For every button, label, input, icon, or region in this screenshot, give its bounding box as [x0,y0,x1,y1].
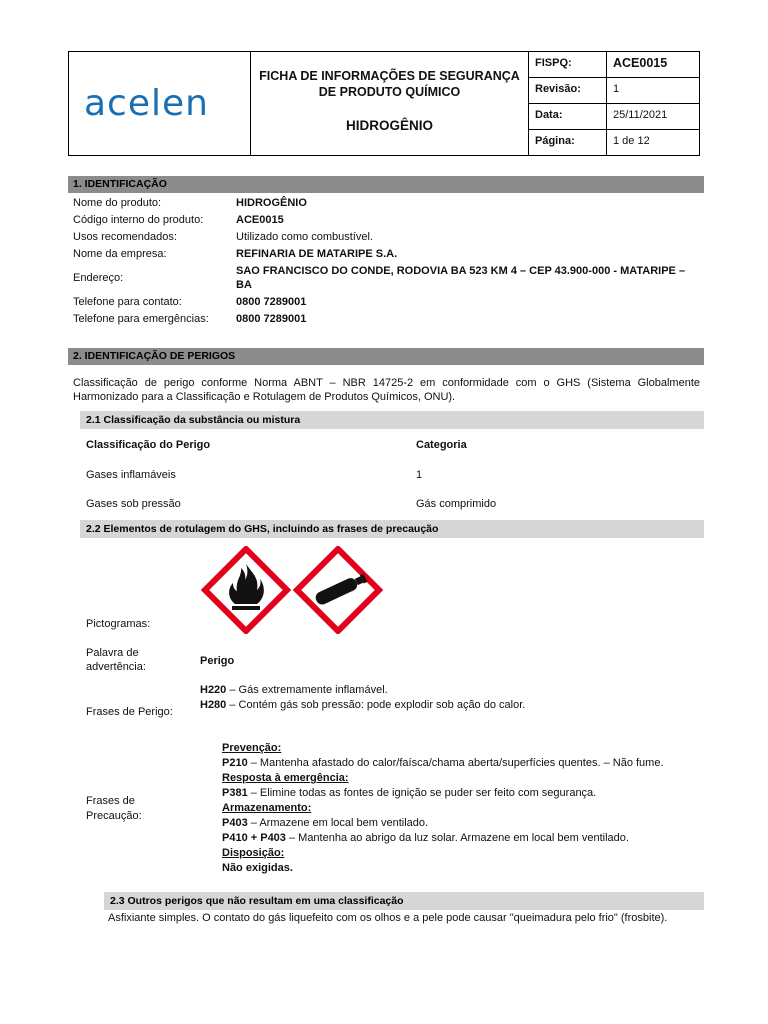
table-row [86,498,686,510]
row-key: Endereço: [73,272,124,284]
table-row [73,230,703,244]
meta-key: Revisão: [529,78,607,103]
precaution-phrases-label [86,794,142,824]
table-row [73,264,703,292]
ghs-pictograms [201,546,385,634]
row-key: Telefone para emergências: [73,313,209,325]
signal-label-line-1: Palavra de [86,647,139,659]
meta-row [529,104,699,130]
meta-value: 1 de 12 [613,135,650,147]
document-header [68,51,700,156]
company-logo [69,52,251,155]
subsection-2-2-header: 2.2 Elementos de rotulagem do GHS, incluindo as frases de precaução [80,520,704,538]
precaution-label-line-2: Precaução: [86,810,142,822]
subsection-2-3-text: Asfixiante simples. O contato do gás liquefeito com os olhos e a pele pode causar "queimadura pelo frio" (frosbite). [108,912,668,924]
acelen-logo-icon [84,87,236,121]
column-header: Classificação do Perigo [86,439,211,451]
precaution-label-line-1: Frases de [86,795,135,807]
section-2-header: 2. IDENTIFICAÇÃO DE PERIGOS [68,348,704,365]
document-title [251,52,529,155]
phrase-code: P381 [222,787,248,799]
column-header: Categoria [416,439,467,451]
row-key: Telefone para contato: [73,296,182,308]
row-value: SAO FRANCISCO DO CONDE, RODOVIA BA 523 KM 4 – CEP 43.900-000 - MATARIPE – BA [236,265,686,291]
hazard-phrases-label: Frases de Perigo: [86,706,173,718]
meta-row [529,78,699,104]
disposal-text: Não exigidas. [222,862,293,874]
classification-header-row [86,439,686,451]
hazard-phrase [200,698,700,713]
signal-label-line-2: advertência: [86,661,146,673]
hazard-phrase [200,683,700,698]
hazard-category: Gás comprimido [416,498,497,510]
subsection-2-3-header: 2.3 Outros perigos que não resultam em uma classificação [104,892,704,910]
precaution-phrase [222,816,702,831]
row-value: 0800 7289001 [236,313,307,325]
hazard-class: Gases inflamáveis [86,469,176,481]
row-value: 0800 7289001 [236,296,307,308]
meta-value: 1 [613,83,620,95]
section-1-header: 1. IDENTIFICAÇÃO [68,176,704,193]
document-meta [529,52,699,155]
storage-title: Armazenamento: [222,802,312,814]
product-title: HIDROGÊNIO [345,118,433,133]
table-row [86,469,686,481]
table-row [73,312,703,326]
hazard-phrases [200,683,700,713]
table-row [73,247,703,261]
row-key: Usos recomendados: [73,231,177,243]
subsection-2-1-header: 2.1 Classificação da substância ou mistura [80,411,704,429]
phrase-text: – Mantenha ao abrigo da luz solar. Armazene em local bem ventilado. [285,832,629,844]
phrase-text: – Armazene em local bem ventilado. [247,817,429,829]
meta-key: FISPQ: [529,52,607,77]
section-2-intro: Classificação de perigo conforme Norma ABNT – NBR 14725-2 em conformidade com o GHS (Sistema Globalmente Harmonizado para a Classificação e Rotulagem de Produtos Químicos, ONU). [73,377,700,403]
meta-key: Data: [529,104,607,129]
gas-cylinder-icon [297,549,379,631]
title-line-2: DE PRODUTO QUÍMICO [318,85,461,99]
row-value: ACE0015 [236,214,284,226]
flame-icon [205,549,287,631]
identification-table [73,196,703,329]
phrase-code: P410 + P403 [222,832,286,844]
row-value: HIDROGÊNIO [236,197,307,209]
phrase-code: H220 [200,684,227,696]
meta-value: 25/11/2021 [613,109,668,121]
table-row [73,196,703,210]
title-line-1: FICHA DE INFORMAÇÕES DE SEGURANÇA [259,69,520,83]
pictograms-label: Pictogramas: [86,618,151,630]
meta-key: Página: [529,130,607,155]
phrase-text: – Gás extremamente inflamável. [226,684,388,696]
precaution-phrases [222,741,702,876]
row-value: Utilizado como combustível. [236,231,373,243]
precaution-phrase [222,786,702,801]
phrase-text: – Mantenha afastado do calor/faísca/chama aberta/superfícies quentes. – Não fume. [247,757,664,769]
phrase-text: – Elimine todas as fontes de ignição se puder ser feito com segurança. [247,787,597,799]
response-title: Resposta à emergência: [222,772,349,784]
table-row [73,295,703,309]
disposal-title: Disposição: [222,847,285,859]
row-value: REFINARIA DE MATARIPE S.A. [236,248,398,260]
row-key: Nome do produto: [73,197,162,209]
row-key: Código interno do produto: [73,214,204,226]
prevention-title: Prevenção: [222,742,282,754]
precaution-phrase [222,831,702,846]
signal-word-label [86,646,146,674]
meta-row [529,52,699,78]
meta-row [529,130,699,155]
phrase-code: P210 [222,757,248,769]
table-row [73,213,703,227]
precaution-phrase [222,756,702,771]
hazard-category: 1 [416,469,423,481]
phrase-code: P403 [222,817,248,829]
signal-word: Perigo [200,655,235,667]
phrase-code: H280 [200,699,227,711]
meta-value: ACE0015 [613,56,668,70]
phrase-text: – Contém gás sob pressão: pode explodir sob ação do calor. [226,699,526,711]
row-key: Nome da empresa: [73,248,167,260]
svg-text:acelen: acelen [83,86,209,121]
hazard-class: Gases sob pressão [86,498,181,510]
